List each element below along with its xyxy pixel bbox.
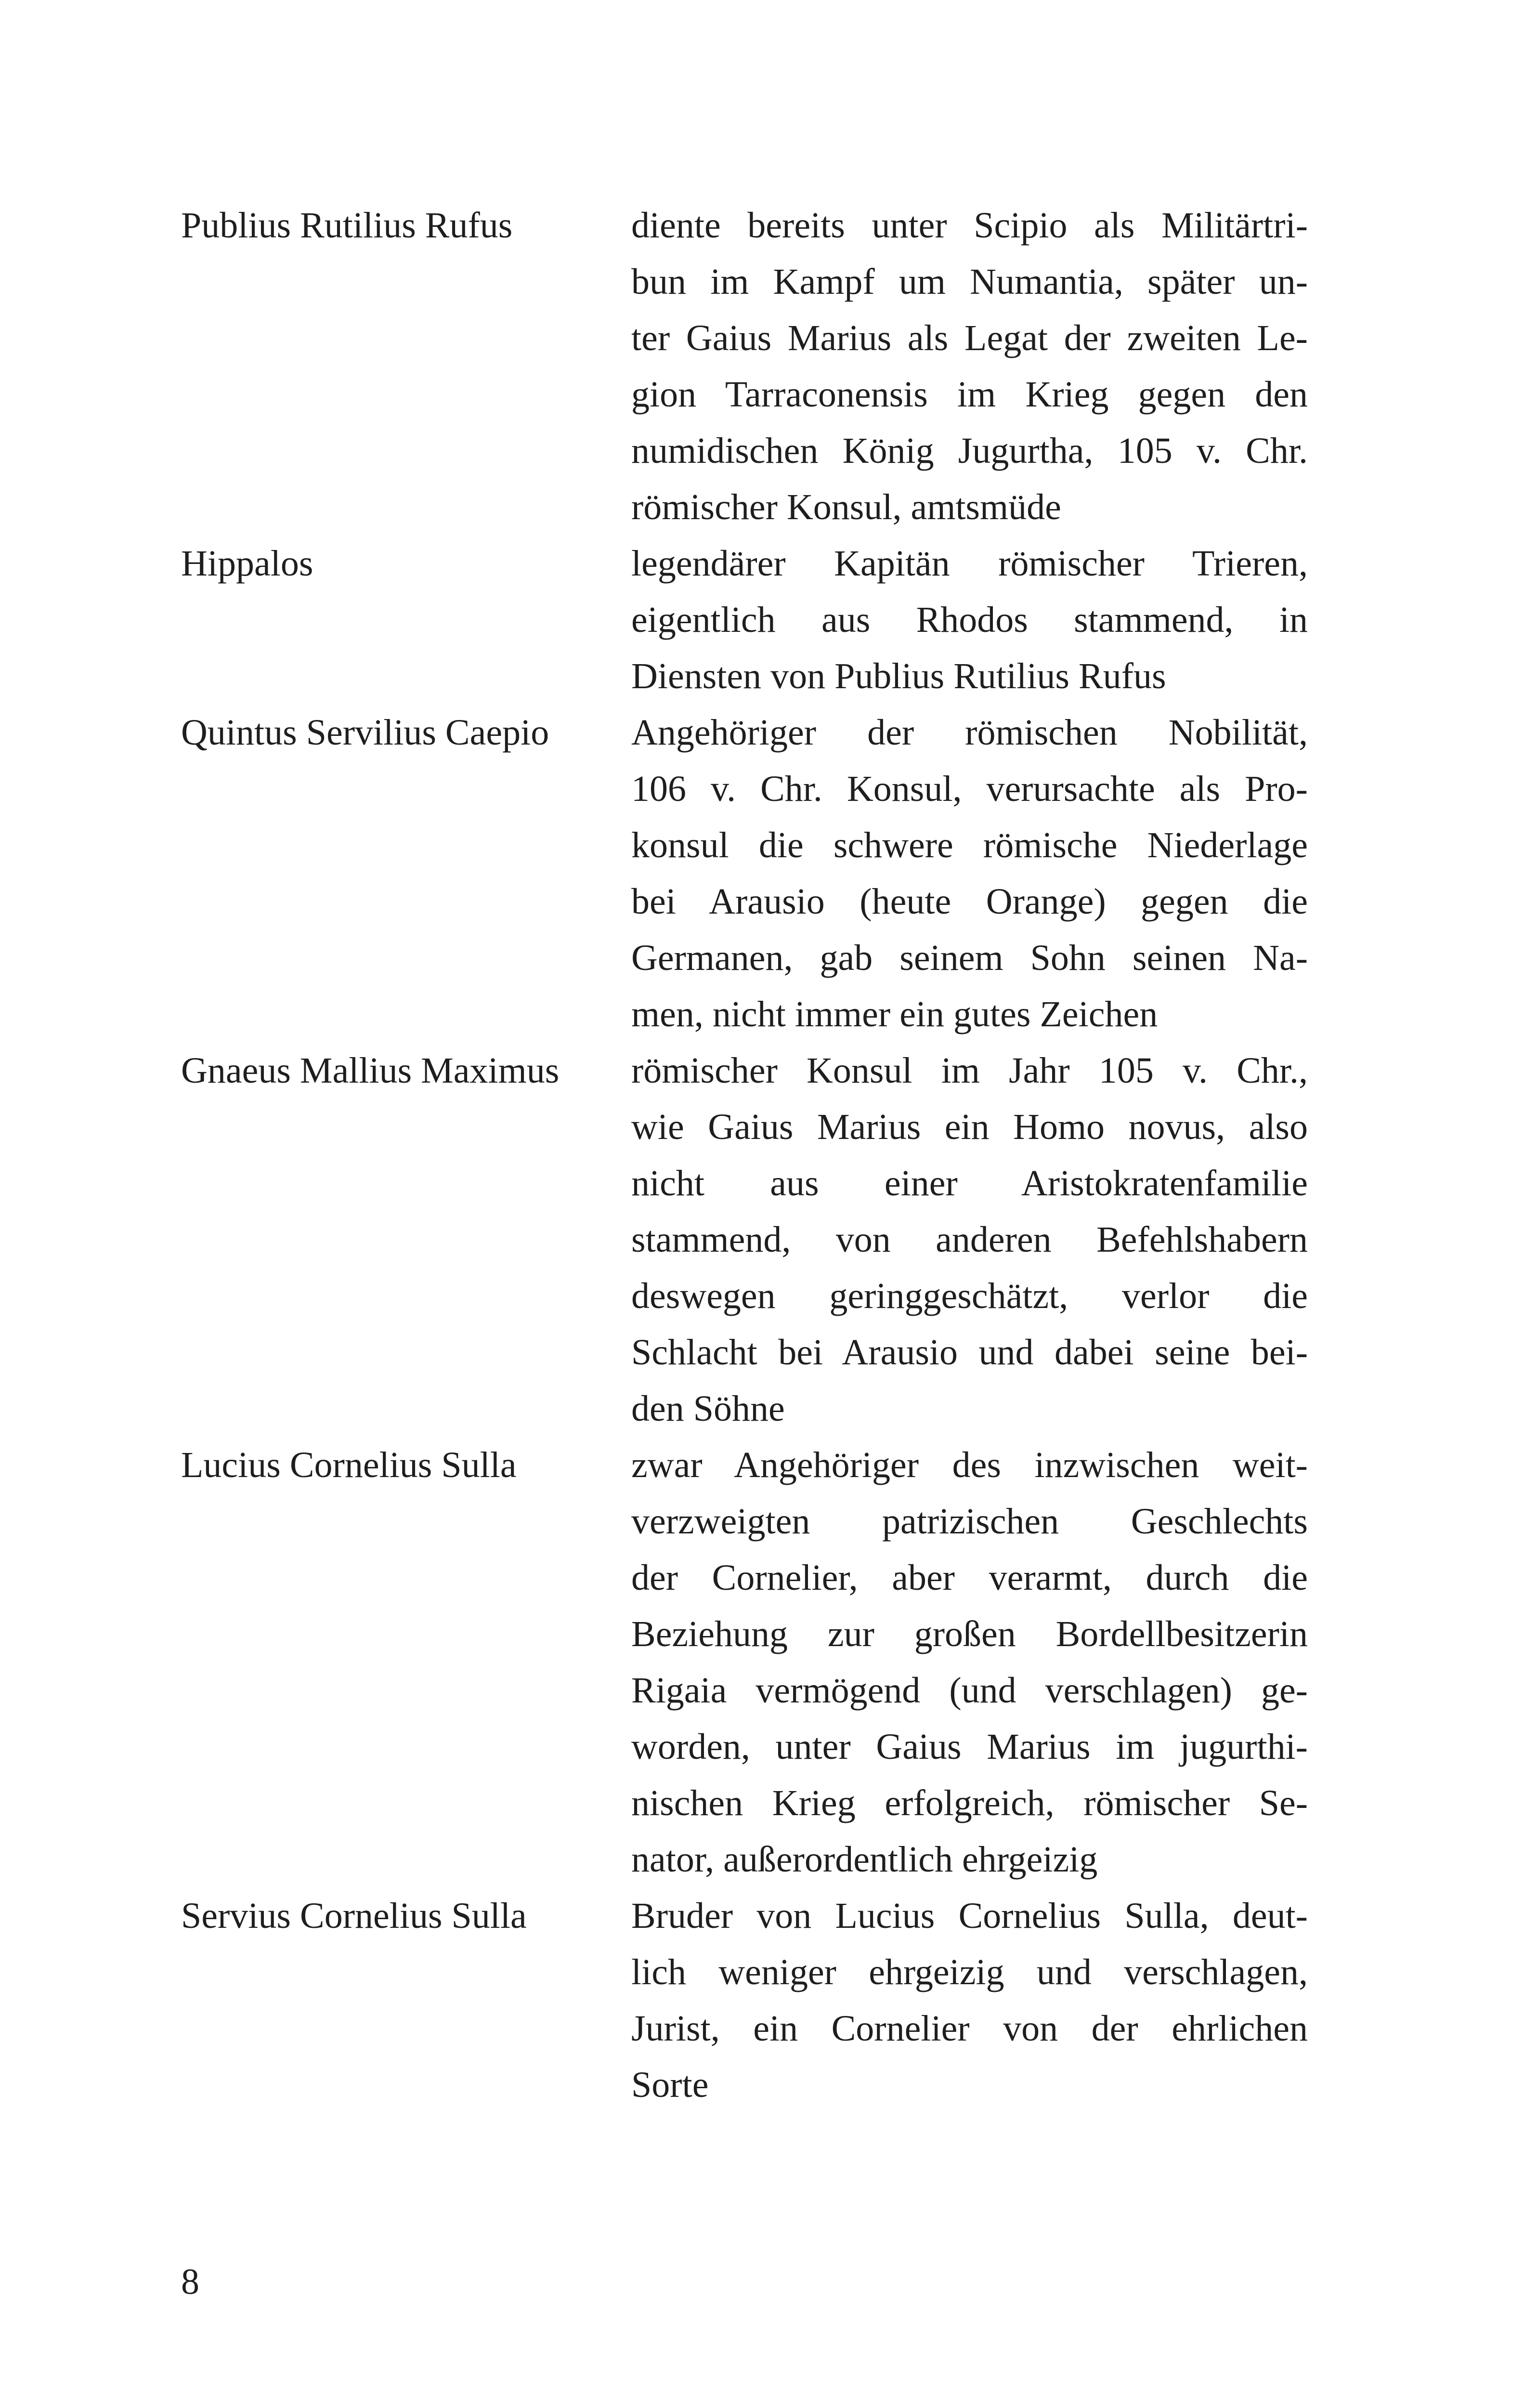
description-line: Germanen, gab seinem Sohn seinen Na- — [631, 938, 1308, 978]
description-line: stammend, von anderen Befehlshabern — [631, 1219, 1308, 1260]
character-list — [181, 197, 1308, 2113]
list-item — [181, 197, 1308, 536]
description-line: lich weniger ehrgeizig und verschlagen, — [631, 1952, 1308, 1992]
character-description — [631, 1888, 1308, 2113]
character-description — [631, 197, 1308, 536]
description-line: Sorte — [631, 2065, 709, 2105]
description-line: bei Arausio (heute Orange) gegen die — [631, 881, 1308, 922]
list-item — [181, 1043, 1308, 1437]
description-line: verzweigten patrizischen Geschlechts — [631, 1501, 1308, 1542]
description-line: nischen Krieg erfolgreich, römischer Se- — [631, 1783, 1308, 1823]
description-line: Diensten von Publius Rutilius Rufus — [631, 656, 1166, 696]
description-line: wie Gaius Marius ein Homo novus, also — [631, 1107, 1308, 1147]
character-name: Gnaeus Mallius Maximus — [181, 1050, 560, 1091]
character-name: Publius Rutilius Rufus — [181, 205, 513, 246]
list-item — [181, 705, 1308, 1043]
description-line: nicht aus einer Aristokratenfamilie — [631, 1163, 1308, 1204]
description-line: Angehöriger der römischen Nobilität, — [631, 712, 1308, 753]
page-number: 8 — [181, 2262, 199, 2302]
description-line: legendärer Kapitän römischer Trieren, — [631, 543, 1308, 584]
description-line: diente bereits unter Scipio als Militärtri- — [631, 205, 1308, 246]
character-description — [631, 1437, 1308, 1888]
description-line: konsul die schwere römische Niederlage — [631, 825, 1308, 865]
description-line: Jurist, ein Cornelier von der ehrlichen — [631, 2008, 1308, 2049]
description-line: Rigaia vermögend (und verschlagen) ge- — [631, 1670, 1308, 1711]
description-line: men, nicht immer ein gutes Zeichen — [631, 994, 1158, 1034]
character-name: Hippalos — [181, 543, 313, 584]
description-line: der Cornelier, aber verarmt, durch die — [631, 1557, 1308, 1598]
description-line: Schlacht bei Arausio und dabei seine bei- — [631, 1332, 1308, 1373]
description-line: eigentlich aus Rhodos stammend, in — [631, 600, 1308, 640]
character-name: Quintus Servilius Caepio — [181, 712, 549, 753]
description-line: römischer Konsul im Jahr 105 v. Chr., — [631, 1050, 1308, 1091]
list-item — [181, 1437, 1308, 1888]
description-line: Bruder von Lucius Cornelius Sulla, deut- — [631, 1896, 1308, 1936]
description-line: bun im Kampf um Numantia, später un- — [631, 262, 1308, 302]
description-line: den Söhne — [631, 1388, 785, 1429]
description-line: deswegen geringgeschätzt, verlor die — [631, 1276, 1308, 1316]
description-line: römischer Konsul, amtsmüde — [631, 487, 1061, 527]
description-line: worden, unter Gaius Marius im jugurthi- — [631, 1727, 1308, 1767]
description-line: nator, außerordentlich ehrgeizig — [631, 1839, 1098, 1880]
list-item — [181, 1888, 1308, 2113]
description-line: Beziehung zur großen Bordellbesitzerin — [631, 1614, 1308, 1654]
character-description — [631, 705, 1308, 1043]
character-description — [631, 536, 1308, 705]
description-line: ter Gaius Marius als Legat der zweiten Le- — [631, 318, 1308, 358]
description-line: gion Tarraconensis im Krieg gegen den — [631, 374, 1308, 415]
list-item — [181, 536, 1308, 705]
description-line: 106 v. Chr. Konsul, verursachte als Pro- — [631, 769, 1308, 809]
description-line: numidischen König Jugurtha, 105 v. Chr. — [631, 431, 1308, 471]
character-name: Lucius Cornelius Sulla — [181, 1445, 517, 1485]
description-line: zwar Angehöriger des inzwischen weit- — [631, 1445, 1308, 1485]
character-description — [631, 1043, 1308, 1437]
character-name: Servius Cornelius Sulla — [181, 1896, 527, 1936]
